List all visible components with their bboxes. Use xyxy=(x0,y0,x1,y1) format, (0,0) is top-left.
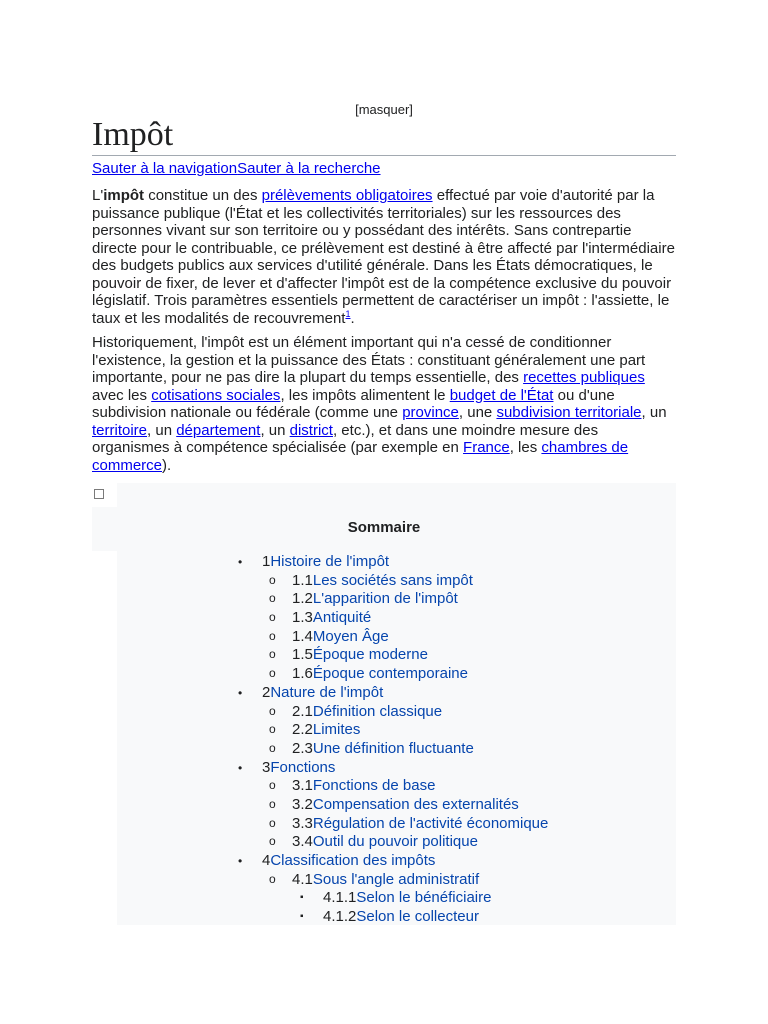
circle-bullet-icon: o xyxy=(269,834,276,849)
article-content xyxy=(92,112,676,925)
toc-link[interactable]: Outil du pouvoir politique xyxy=(312,833,478,851)
circle-bullet-icon: o xyxy=(269,778,276,793)
toc-link[interactable]: Limites xyxy=(312,721,361,739)
text-span: ou d'une subdivision nationale ou fédérale (comme une xyxy=(92,386,615,421)
text-span: L' xyxy=(92,187,104,204)
link-departement[interactable]: département xyxy=(176,421,261,439)
toc-link[interactable]: Époque contemporaine xyxy=(312,665,468,683)
toc-item[interactable] xyxy=(238,833,676,852)
toc-item[interactable] xyxy=(238,889,676,908)
page-title: Impôt xyxy=(92,116,676,156)
toc-number: 2.3 xyxy=(292,739,313,757)
toc-number: 4.1.2 xyxy=(323,908,357,926)
toc-number: 1.1 xyxy=(292,571,313,589)
toc-link[interactable]: Fonctions xyxy=(270,758,336,776)
toc-link[interactable]: L'apparition de l'impôt xyxy=(312,590,458,608)
text-span: , etc.), et dans une moindre mesure des organismes à compétence spécialisée (par exemple en xyxy=(92,421,599,456)
toc-link[interactable]: Moyen Âge xyxy=(312,627,389,645)
toc-item[interactable] xyxy=(238,796,676,815)
skip-to-search-link[interactable]: Sauter à la recherche xyxy=(237,160,381,177)
square-bullet-icon: ▪ xyxy=(300,911,304,923)
disc-bullet-icon: • xyxy=(238,854,243,868)
disc-bullet-icon: • xyxy=(238,760,243,775)
toc-item[interactable] xyxy=(238,815,676,834)
text-span: , les impôts alimentent le xyxy=(280,386,450,404)
toc-link[interactable]: Histoire de l'impôt xyxy=(270,553,390,570)
toc-number: 3.4 xyxy=(292,833,313,851)
link-recettes-publiques[interactable]: recettes publiques xyxy=(523,369,645,386)
toc-link[interactable]: Une définition fluctuante xyxy=(312,739,474,757)
toc-number: 2 xyxy=(262,683,271,701)
toc-item[interactable] xyxy=(238,572,676,591)
toc-link[interactable]: Selon le bénéficiaire xyxy=(356,889,492,907)
bold-term: impôt xyxy=(103,187,145,204)
toc-item[interactable] xyxy=(238,777,676,796)
toc-number: 2.1 xyxy=(292,702,313,720)
toc-number: 4.1.1 xyxy=(323,889,357,907)
toc-item[interactable] xyxy=(238,740,676,759)
link-district[interactable]: district xyxy=(289,421,333,439)
toc-link[interactable]: Compensation des externalités xyxy=(312,795,519,813)
toc-number: 1.5 xyxy=(292,646,313,664)
toc-number: 1.6 xyxy=(292,665,313,683)
link-territoire[interactable]: territoire xyxy=(92,421,148,439)
text-span: constitue un des xyxy=(144,187,262,204)
toc-link[interactable]: Fonctions de base xyxy=(312,777,436,795)
toc-list xyxy=(238,553,676,927)
history-paragraph xyxy=(92,334,676,474)
link-province[interactable]: province xyxy=(402,404,459,421)
circle-bullet-icon: o xyxy=(269,610,276,625)
toc-item[interactable] xyxy=(238,590,676,609)
text-span: . xyxy=(350,309,355,327)
toc-item[interactable] xyxy=(238,703,676,722)
toc-number: 3.3 xyxy=(292,814,313,832)
toc-number: 1.3 xyxy=(292,609,313,627)
toc-link[interactable]: Les sociétés sans impôt xyxy=(312,571,473,589)
toc-link[interactable]: Nature de l'impôt xyxy=(270,683,384,701)
reference-link[interactable]: 1 xyxy=(345,308,351,319)
toc-number: 3.2 xyxy=(292,795,313,813)
jump-links xyxy=(92,159,676,179)
toc-link[interactable]: Régulation de l'activité économique xyxy=(312,814,549,832)
link-prelevements-obligatoires[interactable]: prélèvements obligatoires xyxy=(261,187,433,204)
disc-bullet-icon: • xyxy=(238,555,243,569)
toc-item[interactable] xyxy=(238,759,676,778)
toc-link[interactable]: Sous l'angle administratif xyxy=(312,870,480,888)
circle-bullet-icon: o xyxy=(269,871,276,886)
toc-number: 1 xyxy=(262,553,271,570)
link-budget-etat[interactable]: budget de l'État xyxy=(449,386,554,404)
toc-number: 4 xyxy=(262,852,271,869)
toc-title: Sommaire xyxy=(347,519,421,536)
text-span: , un xyxy=(147,421,177,439)
link-chambres-de-commerce[interactable]: chambres de commerce xyxy=(92,439,629,474)
toc-item[interactable] xyxy=(238,852,676,871)
toc-number: 4.1 xyxy=(292,870,313,888)
link-france[interactable]: France xyxy=(463,439,510,456)
toc-number: 3 xyxy=(262,758,271,776)
text-span: Historiquement, l'impôt est un élément important qui n'a cessé de conditionner l'existence, la gestion et la puissance des États : constituant généralement une part importante, pour ne pas dire la plupart du temps essentielle, des xyxy=(92,334,646,386)
skip-to-navigation-link[interactable]: Sauter à la navigation xyxy=(92,160,238,177)
table-of-contents xyxy=(92,483,676,925)
toc-link[interactable]: Époque moderne xyxy=(312,646,428,664)
text-span: avec les xyxy=(92,386,152,404)
toc-link[interactable]: Antiquité xyxy=(312,609,372,627)
text-span: , les xyxy=(509,439,542,456)
hide-toggle-link[interactable]: [masquer] xyxy=(355,102,413,117)
circle-bullet-icon: o xyxy=(269,815,276,830)
link-cotisations-sociales[interactable]: cotisations sociales xyxy=(151,386,281,404)
toc-item[interactable] xyxy=(238,721,676,740)
toc-toggle-checkbox[interactable] xyxy=(94,489,104,499)
toc-item[interactable] xyxy=(238,684,676,703)
toc-item[interactable] xyxy=(238,628,676,647)
circle-bullet-icon: o xyxy=(269,703,276,718)
text-span: , une xyxy=(458,404,497,421)
toc-link[interactable]: Selon le collecteur xyxy=(356,908,479,926)
disc-bullet-icon: • xyxy=(238,685,243,700)
circle-bullet-icon: o xyxy=(269,591,276,606)
text-span: , un xyxy=(641,404,667,421)
toc-item[interactable] xyxy=(238,871,676,890)
toc-link[interactable]: Définition classique xyxy=(312,702,443,720)
circle-bullet-icon: o xyxy=(269,628,276,643)
circle-bullet-icon: o xyxy=(269,740,276,755)
text-span: ). xyxy=(162,456,172,474)
toc-number: 1.4 xyxy=(292,627,313,645)
square-bullet-icon: ▪ xyxy=(300,892,304,904)
circle-bullet-icon: o xyxy=(269,666,276,681)
intro-paragraph xyxy=(92,187,676,327)
text-span: , un xyxy=(260,421,290,439)
toc-number: 1.2 xyxy=(292,590,313,608)
circle-bullet-icon: o xyxy=(269,722,276,737)
circle-bullet-icon: o xyxy=(269,796,276,811)
toc-number: 3.1 xyxy=(292,777,313,795)
circle-bullet-icon: o xyxy=(269,572,276,587)
text-span: effectué par voie d'autorité par la puissance publique (l'État et les collectivités territoriales) sur les ressources des personnes vivant sur son territoire ou y possédant des intérêts. Sans contrepartie directe pour le contribuable, ce prélèvement est destiné à être affecté par l'intermédiaire des budgets publics aux services d'utilité générale. Dans les États démocratiques, le pouvoir de fixer, de lever et d'affecter l'impôt est de la compétence exclusive du pouvoir législatif. Trois paramètres essentiels permettent de caractériser un impôt : l'assiette, le taux et les modalités de recouvrement xyxy=(92,187,675,327)
toc-item[interactable] xyxy=(238,908,676,927)
link-subdivision-territoriale[interactable]: subdivision territoriale xyxy=(496,404,642,421)
toc-item[interactable] xyxy=(238,665,676,684)
toc-number: 2.2 xyxy=(292,721,313,739)
circle-bullet-icon: o xyxy=(269,647,276,662)
toc-link[interactable]: Classification des impôts xyxy=(270,852,436,869)
toc-background xyxy=(92,537,238,551)
toc-item[interactable] xyxy=(238,553,676,572)
toc-item[interactable] xyxy=(238,609,676,628)
toc-item[interactable] xyxy=(238,646,676,665)
